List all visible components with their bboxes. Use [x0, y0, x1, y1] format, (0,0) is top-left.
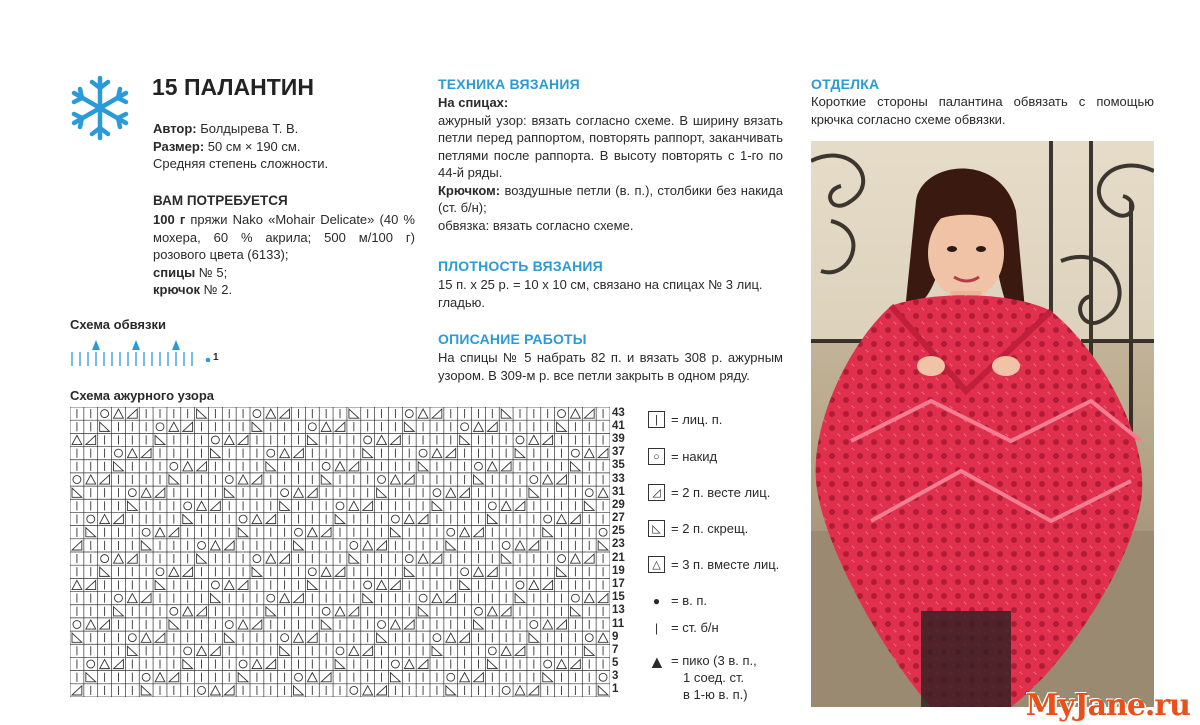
row-number: 39	[612, 432, 625, 445]
row-number: 3	[612, 670, 619, 683]
legend-item	[648, 484, 770, 501]
finishing-heading: ОТДЕЛКА	[811, 76, 880, 92]
row-number: 25	[612, 525, 625, 538]
hook-text: № 2.	[200, 282, 233, 297]
edging-chart-title: Схема обвязки	[70, 317, 166, 332]
materials-heading: ВАМ ПОТРЕБУЕТСЯ	[153, 193, 288, 208]
technique-edging-text: обвязка: вязать согласно схеме.	[438, 217, 634, 233]
materials-block	[153, 211, 415, 299]
legend-label: = 2 п. весте лиц.	[671, 485, 771, 500]
legend-symbol-icon: ◺	[648, 520, 665, 537]
legend-item	[648, 620, 719, 635]
legend-symbol-icon: ●	[652, 593, 661, 608]
technique-block	[438, 94, 783, 234]
row-number: 5	[612, 657, 619, 670]
technique-needles-sub: На спицах:	[438, 95, 509, 110]
row-number: 15	[612, 591, 625, 604]
legend-symbol-icon: |	[648, 411, 665, 428]
watermark-logo: MyJane.ru	[1025, 688, 1190, 723]
info-block	[153, 120, 413, 173]
row-number: 31	[612, 485, 625, 498]
legend-item	[648, 520, 748, 537]
hook-label: крючок	[153, 282, 201, 297]
model-photo	[811, 141, 1154, 707]
legend-label: = лиц. п.	[671, 412, 723, 427]
legend-symbol-icon: △	[648, 556, 665, 573]
row-number: 11	[612, 617, 625, 630]
row-number: 43	[612, 406, 625, 419]
author-label: Автор:	[153, 121, 197, 136]
row-number: 33	[612, 472, 625, 485]
legend-symbol-icon: |	[654, 620, 659, 635]
legend-label: = пико (3 в. п., 1 соед. ст. в 1-ю в. п.)	[671, 653, 757, 702]
description-text: На спицы № 5 набрать 82 п. и вязать 308 р. ажурным узором. В 309-м р. все петли закрыть в одном ряду.	[438, 350, 783, 383]
technique-needles-text: ажурный узор: вязать согласно схеме. В ширину вязать петли перед раппортом, повторять раппорт, заканчивать петлями после раппорта. В высоту повторять с 1-го по 44-й ряды.	[438, 112, 783, 180]
size-value: 50 см × 190 см.	[204, 138, 301, 154]
row-number: 13	[612, 604, 625, 617]
technique-hook-text: воздушные петли (в. п.), столбики без накида (ст. б/н);	[438, 182, 783, 215]
row-number: 1	[612, 683, 619, 696]
difficulty-text: Средняя степень сложности.	[153, 156, 329, 171]
technique-hook-label: Крючком:	[438, 182, 501, 198]
author-value: Болдырева Т. В.	[196, 121, 299, 136]
edging-row-label: 1	[213, 352, 219, 363]
legend-label: = 2 п. скрещ.	[671, 521, 749, 536]
row-number: 19	[612, 564, 625, 577]
legend-symbol-icon: ▲	[648, 652, 666, 672]
legend-symbol-icon: ○	[648, 448, 665, 465]
legend-label: = ст. б/н	[671, 620, 719, 635]
needles-label: спицы	[153, 264, 196, 280]
legend-label: = 3 п. вместе лиц.	[671, 557, 780, 572]
row-number: 27	[612, 512, 625, 525]
model-wearing-shawl-image	[811, 141, 1154, 707]
pattern-chart-grid	[70, 407, 610, 697]
row-number: 21	[612, 551, 625, 564]
density-heading: ПЛОТНОСТЬ ВЯЗАНИЯ	[438, 258, 603, 274]
snowflake-icon	[68, 74, 132, 142]
legend-symbol-icon: ◿	[648, 484, 665, 501]
legend-item	[648, 556, 779, 573]
legend-label: = в. п.	[671, 593, 707, 608]
yarn-text: пряжи Nako «Mohair Delicate» (40 % мохера, 60 % акрила; 500 м/100 г) розового цвета (6133);	[153, 212, 415, 262]
description-heading: ОПИСАНИЕ РАБОТЫ	[438, 331, 587, 347]
legend-label: = накид	[671, 449, 718, 464]
density-text: 15 п. х 25 р. = 10 х 10 см, связано на спицах № 3 лиц. гладью.	[438, 277, 763, 310]
technique-heading: ТЕХНИКА ВЯЗАНИЯ	[438, 76, 580, 92]
row-number: 37	[612, 446, 625, 459]
edging-chart	[68, 336, 228, 370]
row-number: 7	[612, 643, 619, 656]
row-number: 17	[612, 577, 625, 590]
row-number: 41	[612, 419, 625, 432]
legend-item	[648, 448, 717, 465]
row-number: 23	[612, 538, 625, 551]
legend-item	[648, 593, 707, 608]
legend-item	[648, 411, 722, 428]
row-number: 35	[612, 459, 625, 472]
row-number: 9	[612, 630, 619, 643]
pattern-chart-title: Схема ажурного узора	[70, 388, 214, 403]
needles-text: № 5;	[195, 264, 228, 280]
yarn-amount: 100 г	[153, 212, 186, 227]
finishing-text: Короткие стороны палантина обвязать с помощью крючка согласно схеме обвязки.	[811, 94, 1154, 127]
row-number: 29	[612, 498, 625, 511]
legend-item	[648, 652, 757, 703]
page-title: 15 ПАЛАНТИН	[152, 74, 314, 100]
size-label: Размер:	[153, 138, 205, 154]
